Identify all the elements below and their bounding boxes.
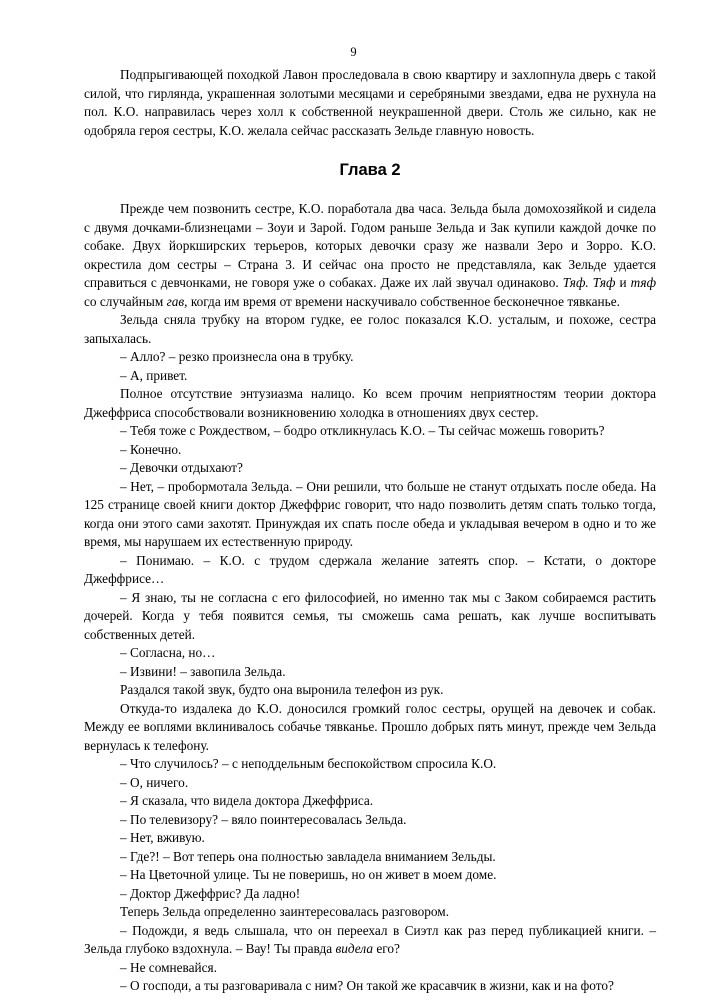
dialogue-line: – Согласна, но… [120,645,216,660]
paragraph: Теперь Зельда определенно заинтересовалась разговором. [120,904,450,919]
paragraph: Раздался такой звук, будто она выронила телефон из рук. [120,682,444,697]
dialogue-line: – Понимаю. – К.О. с трудом сдержала желание затеять спор. – Кстати, о докторе Джеффрисе… [84,552,656,586]
dialogue-line: – О, ничего. [120,774,189,790]
dialogue-line: – Я знаю, ты не согласна с его философией, но именно так мы с Заком собираемся растить дочерей. Когда у тебя появится семья, ты сможешь сама решать, как лучше воспитывать собственных детей. [84,589,656,642]
page-number: 9 [350,45,357,59]
paragraph: Полное отсутствие энтузиазма налицо. Ко всем прочим неприятностям теории доктора Джеффриса способствовали возникновению холодка в отношениях двух сестер. [84,386,656,420]
paragraph: Прежде чем позвонить сестре, К.О. поработала два часа. Зельда была домохозяйкой и сидела с двумя дочками-близнецами – Зоуи и Зарой. Годом раньше Зельда и Зак купили каждой дочке по собаке. Двух йоркширских терьеров, которых девочки сразу же назвали Зеро и Зорро. К.О. окрестила дом сестры – Страна 3. И сейчас она просто не представляла, как Зельде удается справиться с девчонками, не говоря уже о собаках. Даже их лай звучал одинаково. Тяф. Тяф и тяф со случайным гав, когда им время от времени наскучивало собственное бесконечное тявканье. [84,201,657,309]
dialogue-line: – Конечно. [120,441,182,457]
dialogue-line: – Алло? – резко произнесла она в трубку. [120,349,354,364]
paragraph: Откуда-то издалека до К.О. доносился громкий голос сестры, орущей на девочек и собак. Между ее воплями вклинивалось собачье тявканье. Прошло добрых пять минут, прежде чем Зельда вернулась к телефону. [84,700,656,753]
paragraph: Зельда сняла трубку на втором гудке, ее голос показался К.О. усталым, и похоже, сестра запыхалась. [84,312,656,346]
dialogue-line: – По телевизору? – вяло поинтересовалась Зельда. [120,811,407,827]
dialogue-line: – Не сомневайся. [120,959,217,975]
dialogue-line: – Тебя тоже с Рождеством, – бодро откликнулась К.О. – Ты сейчас можешь говорить? [120,423,605,438]
dialogue-line: – Нет, – пробормотала Зельда. – Они решили, что больше не станут отдыхать после обеда. На 125 странице своей книги доктор Джеффрис говорит, что надо позволить детям спать только тогда, когда они этого сами захотят. Принуждая их спать после обеда и укладывая вечером в одно и то же время, мы нарушаем их естественную природу. [84,478,656,549]
intro-paragraph: Подпрыгивающей походкой Лавон проследовала в свою квартиру и захлопнула дверь с такой силой, что гирлянда, украшенная золотыми месяцами и серебряными звездами, едва не рухнула на пол. К.О. направилась через холл к собственной неукрашенной двери. Столь же сильно, как не одобряла героя сестры, К.О. желала сейчас рассказать Зельде главную новость. [84,67,656,138]
dialogue-line: – На Цветочной улице. Ты не поверишь, но он живет в моем доме. [120,867,497,882]
dialogue-line: – Доктор Джеффрис? Да ладно! [120,885,301,901]
dialogue-line: – Извини! – завопила Зельда. [120,663,286,679]
dialogue-line: – Где?! – Вот теперь она полностью завладела вниманием Зельды. [120,848,496,864]
dialogue-line: – О господи, а ты разговаривала с ним? Он такой же красавчик в жизни, как и на фото? [120,978,614,993]
dialogue-line: – А, привет. [120,367,188,383]
dialogue-line: – Подожди, я ведь слышала, что он переехал в Сиэтл как раз перед публикацией книги. – Зельда глубоко вздохнула. – Вау! Ты правда видела его? [84,922,656,956]
dialogue-line: – Девочки отдыхают? [120,460,243,475]
dialogue-line: – Нет, вживую. [120,830,205,845]
dialogue-line: – Что случилось? – с неподдельным беспокойством спросила К.О. [120,756,497,771]
dialogue-line: – Я сказала, что видела доктора Джеффриса. [120,793,374,808]
document-body [84,66,656,996]
chapter-title: Глава 2 [339,161,401,179]
